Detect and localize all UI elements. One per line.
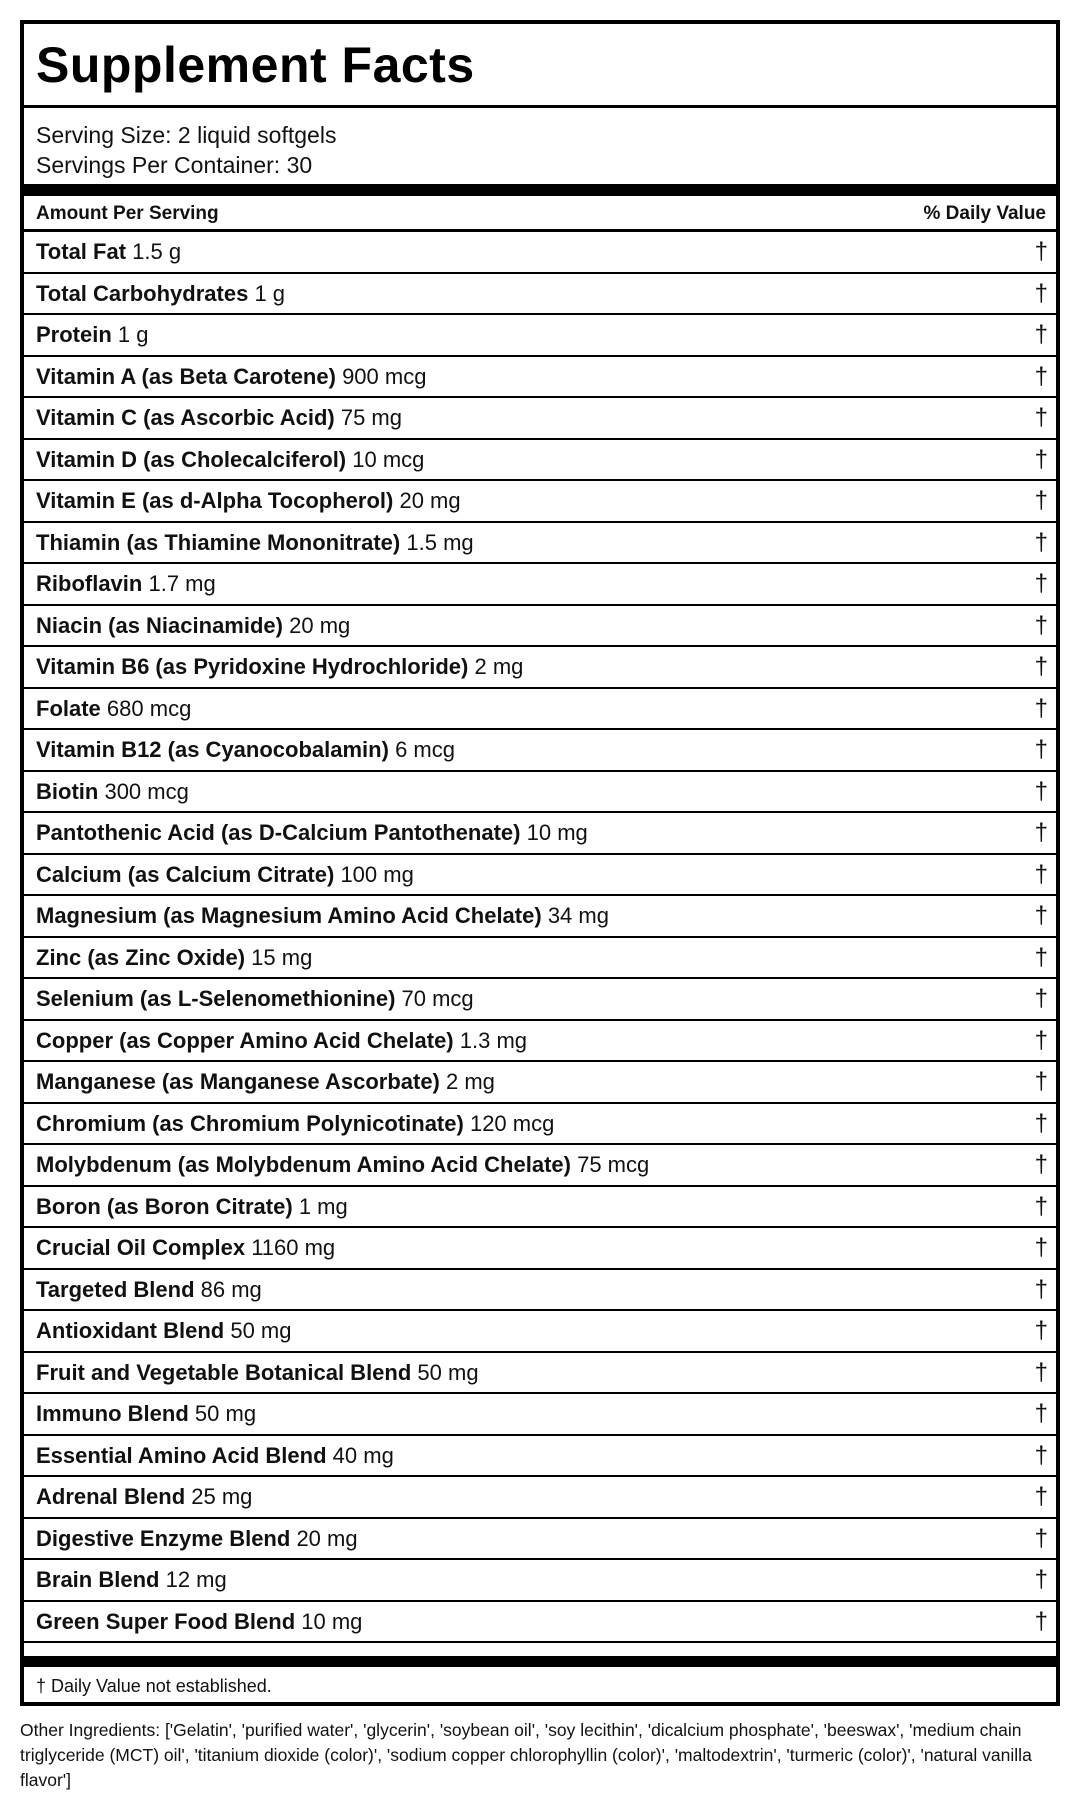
nutrient-name: Calcium (as Calcium Citrate) (36, 861, 335, 887)
nutrient-amount: 86 mg (200, 1276, 262, 1302)
nutrient-amount: 120 mcg (469, 1110, 555, 1136)
dagger-symbol: † (1034, 1524, 1048, 1552)
nutrient-name: Adrenal Blend (36, 1484, 186, 1509)
supplement-facts-panel (20, 20, 1060, 1706)
other-ingredients: Other Ingredients: ['Gelatin', 'purified water', 'glycerin', 'soybean oil', 'soy lecithin', 'dicalcium phosphate', 'beeswax', 'medium chain triglyceride (MCT) oil', 'titanium dioxide (color)', 'sodium copper chlorophyllin (color)', 'maltodextrin', 'turmeric (color)', 'natural vanilla flavor'] (20, 1720, 1032, 1790)
nutrient-row (24, 232, 1056, 274)
nutrient-amount: 10 mg (301, 1608, 363, 1634)
nutrient-row (24, 855, 1056, 897)
serving-info (36, 120, 336, 180)
dagger-symbol: † (1034, 736, 1048, 763)
dagger-symbol: † (1034, 1607, 1048, 1635)
nutrient-name: Protein (36, 322, 112, 347)
nutrient-row (24, 1560, 1056, 1602)
nutrient-name: Antioxidant Blend (36, 1318, 225, 1343)
nutrient-name: Green Super Food Blend (36, 1608, 296, 1634)
dagger-symbol: † (1034, 445, 1048, 473)
nutrient-text (36, 405, 402, 431)
nutrient-amount: 50 mg (194, 1401, 257, 1426)
nutrient-amount: 2 mg (474, 654, 524, 679)
dagger-symbol: † (1034, 1441, 1048, 1469)
nutrient-amount: 1.5 g (132, 239, 182, 264)
nutrient-amount: 70 mcg (401, 986, 474, 1011)
nutrient-text (36, 281, 285, 307)
dagger-symbol: † (1034, 362, 1048, 390)
dagger-symbol: † (1034, 902, 1048, 929)
nutrient-text (36, 1318, 292, 1344)
nutrient-amount: 1 g (254, 280, 286, 306)
dagger-symbol: † (1034, 279, 1048, 307)
nutrient-row (24, 440, 1056, 482)
nutrient-row (24, 357, 1056, 399)
nutrient-amount: 50 mg (230, 1318, 292, 1343)
nutrient-amount: 1 g (117, 322, 149, 347)
dagger-symbol: † (1034, 321, 1048, 348)
nutrient-name: Copper (as Copper Amino Acid Chelate) (36, 1027, 454, 1053)
nutrient-row (24, 1270, 1056, 1312)
nutrient-amount: 75 mg (340, 405, 402, 430)
nutrient-name: Vitamin D (as Cholecalciferol) (36, 446, 347, 472)
nutrient-row (24, 1021, 1056, 1063)
dagger-symbol: † (1034, 238, 1048, 265)
thick-divider-bottom (24, 1656, 1056, 1667)
nutrient-amount: 40 mg (332, 1442, 394, 1468)
nutrient-amount: 900 mcg (342, 363, 427, 389)
nutrient-name: Targeted Blend (36, 1276, 195, 1302)
nutrient-amount: 34 mg (547, 903, 609, 928)
nutrient-text (36, 1069, 495, 1095)
dagger-symbol: † (1034, 570, 1048, 597)
nutrient-name: Pantothenic Acid (as D-Calcium Pantothenate) (36, 820, 521, 845)
nutrient-amount: 10 mg (526, 820, 588, 845)
nutrient-name: Folate (36, 695, 101, 721)
dagger-symbol: † (1034, 653, 1048, 680)
nutrient-name: Vitamin E (as d-Alpha Tocopherol) (36, 488, 394, 513)
nutrient-row (24, 896, 1056, 938)
nutrient-amount: 1.7 mg (148, 571, 216, 596)
nutrient-text (36, 571, 216, 597)
nutrient-name: Chromium (as Chromium Polynicotinate) (36, 1110, 464, 1136)
nutrient-name: Zinc (as Zinc Oxide) (36, 944, 246, 970)
dagger-symbol: † (1034, 694, 1048, 722)
nutrient-amount: 1.3 mg (459, 1027, 528, 1053)
nutrient-text (36, 862, 414, 888)
nutrient-amount: 20 mg (399, 488, 461, 513)
nutrient-name: Riboflavin (36, 571, 143, 596)
nutrient-text (36, 779, 189, 805)
nutrient-row (24, 1519, 1056, 1561)
nutrient-name: Vitamin B12 (as Cyanocobalamin) (36, 737, 389, 762)
nutrient-row (24, 564, 1056, 606)
nutrient-text (36, 530, 474, 556)
nutrient-text (36, 447, 424, 473)
nutrient-name: Selenium (as L-Selenomethionine) (36, 986, 396, 1011)
nutrient-text (36, 820, 588, 846)
nutrient-row (24, 689, 1056, 731)
dagger-symbol: † (1034, 1151, 1048, 1178)
nutrient-text (36, 986, 474, 1012)
nutrient-text (36, 613, 350, 639)
nutrient-row (24, 274, 1056, 316)
nutrient-name: Brain Blend (36, 1567, 160, 1592)
title-divider (24, 105, 1056, 108)
nutrient-row (24, 813, 1056, 855)
dagger-symbol: † (1034, 1068, 1048, 1095)
nutrient-amount: 1160 mg (251, 1235, 336, 1260)
nutrient-amount: 6 mcg (395, 737, 455, 762)
column-header-row (24, 196, 1056, 232)
nutrient-name: Boron (as Boron Citrate) (36, 1193, 293, 1219)
dagger-symbol: † (1034, 1109, 1048, 1137)
nutrient-text (36, 1360, 479, 1386)
nutrient-amount: 12 mg (165, 1567, 227, 1592)
nutrient-name: Thiamin (as Thiamine Mononitrate) (36, 529, 401, 555)
nutrient-amount: 680 mcg (106, 695, 192, 721)
nutrient-name: Vitamin B6 (as Pyridoxine Hydrochloride) (36, 654, 469, 679)
nutrient-amount: 100 mg (340, 861, 414, 887)
nutrient-name: Magnesium (as Magnesium Amino Acid Chelate) (36, 903, 542, 928)
nutrient-text (36, 737, 455, 763)
nutrient-name: Manganese (as Manganese Ascorbate) (36, 1069, 440, 1094)
nutrient-amount: 2 mg (446, 1069, 495, 1094)
nutrient-name: Biotin (36, 778, 99, 804)
nutrient-text (36, 1526, 358, 1552)
nutrient-row (24, 398, 1056, 440)
nutrient-text (36, 1443, 394, 1469)
dagger-symbol: † (1034, 777, 1048, 805)
nutrient-name: Total Fat (36, 239, 127, 264)
nutrient-text (36, 654, 523, 680)
dagger-symbol: † (1034, 985, 1048, 1012)
nutrient-text (36, 239, 181, 265)
dagger-symbol: † (1034, 1483, 1048, 1510)
nutrient-row (24, 1145, 1056, 1187)
nutrient-text (36, 903, 609, 929)
serving-size: Serving Size: 2 liquid softgels (36, 122, 337, 148)
nutrient-text (36, 945, 312, 971)
nutrient-row (24, 1394, 1056, 1436)
nutrient-row (24, 647, 1056, 689)
nutrient-amount: 1.5 mg (406, 529, 474, 555)
nutrient-text (36, 1484, 252, 1510)
dagger-symbol: † (1034, 528, 1048, 556)
servings-per-container: Servings Per Container: 30 (36, 152, 313, 178)
nutrient-name: Molybdenum (as Molybdenum Amino Acid Chelate) (36, 1152, 571, 1177)
nutrient-name: Niacin (as Niacinamide) (36, 612, 283, 638)
nutrient-amount: 20 mg (296, 1525, 358, 1551)
nutrient-text (36, 1235, 335, 1261)
dagger-symbol: † (1034, 1026, 1048, 1054)
dagger-symbol: † (1034, 404, 1048, 431)
nutrient-text (36, 1111, 554, 1137)
nutrient-row (24, 979, 1056, 1021)
nutrient-row (24, 938, 1056, 980)
dagger-symbol: † (1034, 1358, 1048, 1386)
nutrient-row (24, 1062, 1056, 1104)
nutrient-name: Immuno Blend (36, 1401, 189, 1426)
nutrient-amount: 300 mcg (104, 778, 189, 804)
nutrient-amount: 1 mg (298, 1193, 348, 1219)
amount-per-serving-header: Amount Per Serving (36, 203, 219, 224)
nutrient-text (36, 696, 191, 722)
nutrient-row (24, 523, 1056, 565)
nutrient-name: Total Carbohydrates (36, 280, 249, 306)
dagger-symbol: † (1034, 1400, 1048, 1427)
nutrient-amount: 20 mg (289, 612, 351, 638)
nutrient-name: Essential Amino Acid Blend (36, 1442, 327, 1468)
nutrient-amount: 15 mg (251, 944, 313, 970)
nutrient-name: Vitamin A (as Beta Carotene) (36, 363, 336, 389)
nutrient-name: Vitamin C (as Ascorbic Acid) (36, 405, 335, 430)
nutrient-row (24, 1353, 1056, 1395)
nutrient-row (24, 1104, 1056, 1146)
nutrient-name: Fruit and Vegetable Botanical Blend (36, 1359, 412, 1385)
panel-title: Supplement Facts (36, 37, 475, 93)
nutrient-amount: 25 mg (191, 1484, 253, 1509)
nutrient-text (36, 364, 426, 390)
dagger-symbol: † (1034, 1317, 1048, 1344)
nutrient-row (24, 1436, 1056, 1478)
nutrient-row (24, 1602, 1056, 1644)
nutrient-row (24, 1228, 1056, 1270)
nutrient-text (36, 1028, 527, 1054)
nutrient-text (36, 1401, 256, 1427)
nutrient-text (36, 1152, 649, 1178)
nutrient-row (24, 481, 1056, 523)
nutrient-row (24, 1477, 1056, 1519)
nutrient-row (24, 1311, 1056, 1353)
nutrient-text (36, 488, 461, 514)
nutrient-text (36, 1194, 348, 1220)
dagger-symbol: † (1034, 487, 1048, 514)
footnote: † Daily Value not established. (36, 1676, 272, 1696)
daily-value-header: % Daily Value (923, 203, 1046, 224)
thick-divider-top (24, 184, 1056, 196)
nutrient-text (36, 322, 149, 348)
nutrient-row (24, 1187, 1056, 1229)
dagger-symbol: † (1034, 819, 1048, 846)
nutrient-text (36, 1567, 227, 1593)
dagger-symbol: † (1034, 1566, 1048, 1593)
nutrient-row (24, 730, 1056, 772)
nutrient-text (36, 1609, 362, 1635)
dagger-symbol: † (1034, 860, 1048, 888)
dagger-symbol: † (1034, 1275, 1048, 1303)
nutrient-row (24, 315, 1056, 357)
nutrient-amount: 50 mg (417, 1359, 479, 1385)
dagger-symbol: † (1034, 1192, 1048, 1220)
nutrient-row (24, 772, 1056, 814)
dagger-symbol: † (1034, 611, 1048, 639)
dagger-symbol: † (1034, 1234, 1048, 1261)
nutrient-amount: 10 mcg (352, 446, 425, 472)
nutrient-name: Digestive Enzyme Blend (36, 1525, 291, 1551)
nutrient-amount: 75 mcg (577, 1152, 650, 1177)
nutrient-text (36, 1277, 262, 1303)
nutrient-name: Crucial Oil Complex (36, 1235, 246, 1260)
dagger-symbol: † (1034, 943, 1048, 971)
nutrient-row (24, 606, 1056, 648)
nutrient-list (24, 232, 1056, 1643)
